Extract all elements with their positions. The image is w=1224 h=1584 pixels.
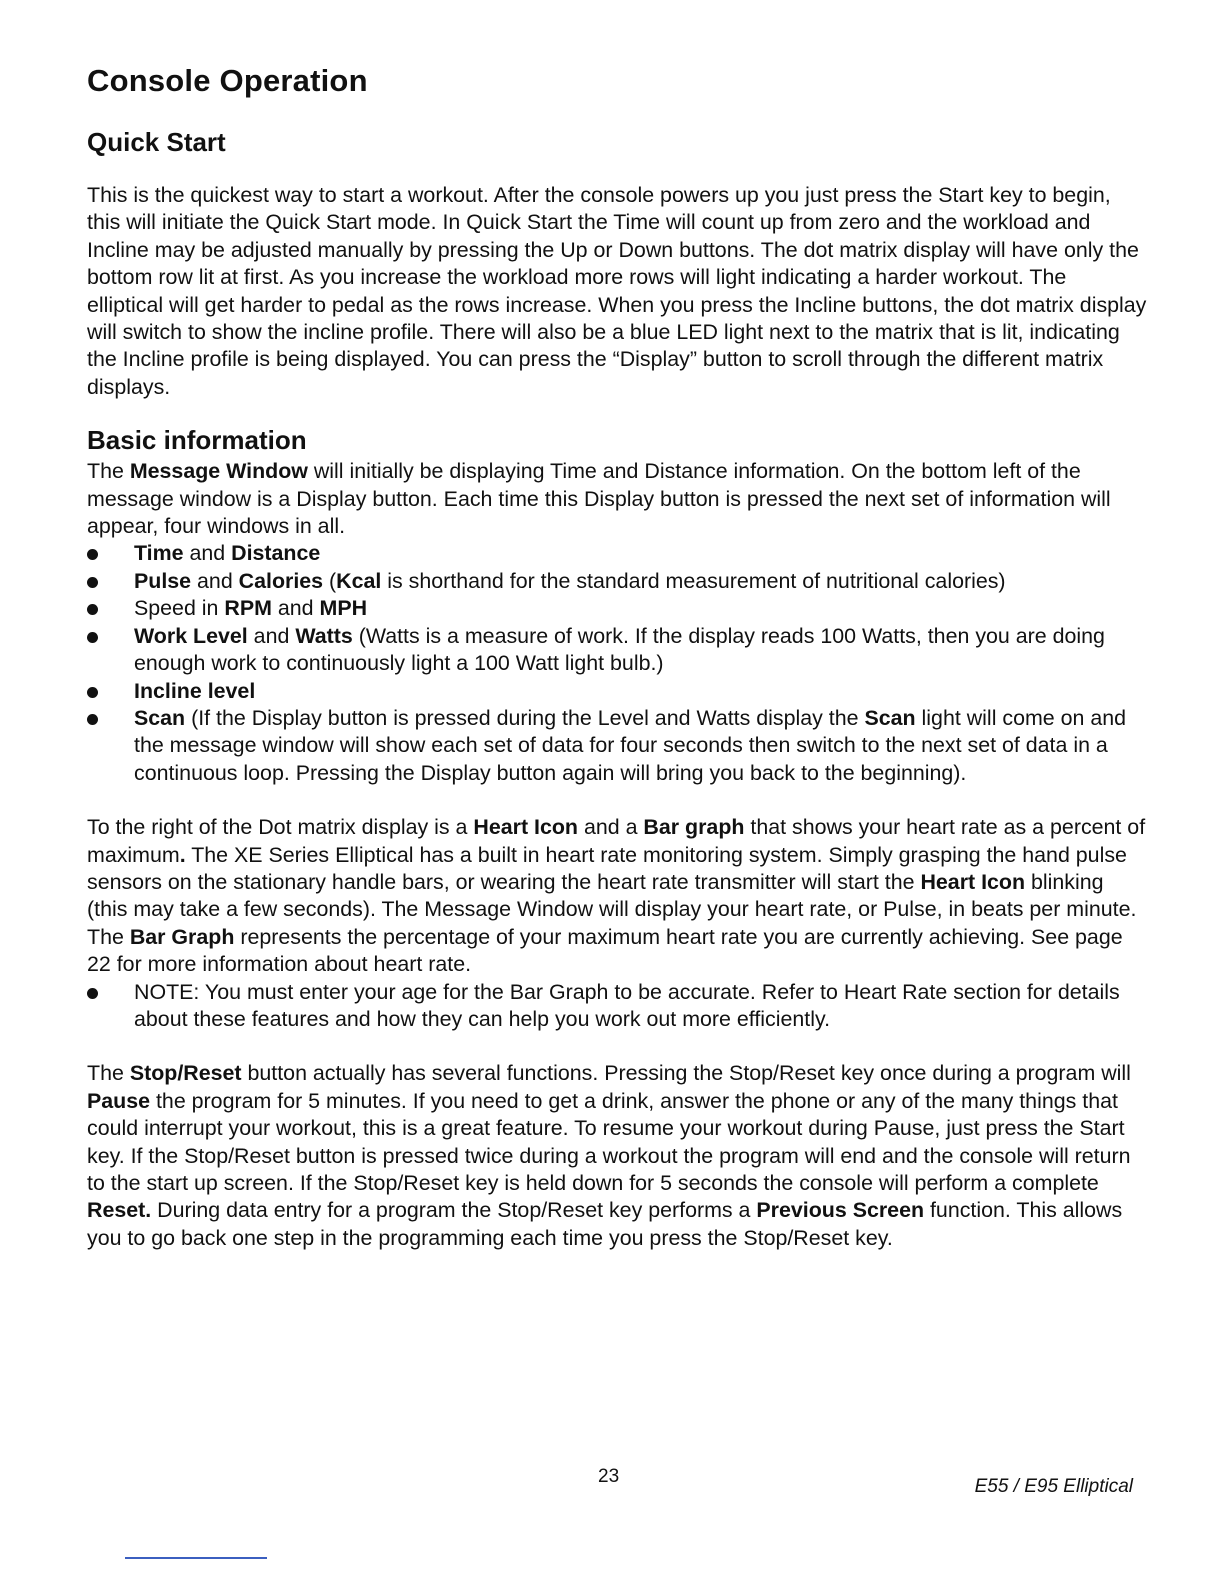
bullet-icon <box>87 687 98 698</box>
bullet-icon <box>87 549 98 560</box>
bullet-icon <box>87 988 98 999</box>
list-item-speed: Speed in RPM and MPH <box>87 595 1147 622</box>
bullet-icon <box>87 604 98 615</box>
basic-information-intro: The Message Window will initially be displaying Time and Distance information. On the bottom left of the message window is a Display button. Each time this Display button is pressed the next set of information will appear, four windows in all. <box>87 459 1111 539</box>
bullet-icon <box>87 577 98 588</box>
bullet-icon <box>87 714 98 725</box>
list-item-time-distance: Time and Distance <box>87 540 1147 567</box>
basic-information-heading: Basic information <box>87 425 307 456</box>
quick-start-paragraph: This is the quickest way to start a workout. After the console powers up you just press the Start key to begin, this will initiate the Quick Start mode. In Quick Start the Time will count up from zero and the workload and Incline may be adjusted manually by pressing the Up or Down buttons. The dot matrix display will have only the bottom row lit at first. As you increase the workload more rows will light indicating a harder workout. The elliptical will get harder to pedal as the rows increase. When you press the Incline buttons, the dot matrix display will switch to show the incline profile. There will also be a blue LED light next to the matrix that is lit, indicating the Incline profile is being displayed. You can press the “Display” button to scroll through the different matrix displays. <box>87 183 1147 399</box>
heart-rate-paragraph: To the right of the Dot matrix display is a Heart Icon and a Bar graph that shows your heart rate as a percent of maximum. The XE Series Elliptical has a built in heart rate monitoring system. Simply grasping the hand pulse sensors on the stationary handle bars, or wearing the heart rate transmitter will start the Heart Icon blinking (this may take a few seconds). The Message Window will display your heart rate, or Pulse, in beats per minute. The Bar Graph represents the percentage of your maximum heart rate you are currently achieving. See page 22 for more information about heart rate. <box>87 815 1146 977</box>
heart-rate-note-list <box>87 979 1147 1034</box>
footer-product-title: E55 / E95 Elliptical <box>974 1476 1133 1497</box>
bullet-icon <box>87 632 98 643</box>
stop-reset-paragraph: The Stop/Reset button actually has several functions. Pressing the Stop/Reset key once during a program will Pause the program for 5 minutes. If you need to get a drink, answer the phone or any of the many things that could interrupt your workout, this is a great feature. To resume your workout during Pause, just press the Start key. If the Stop/Reset button is pressed twice during a workout the program will end and the console will return to the start up screen. If the Stop/Reset key is held down for 5 seconds the console will perform a complete Reset. During data entry for a program the Stop/Reset key performs a Previous Screen function. This allows you to go back one step in the programming each time you press the Stop/Reset key. <box>87 1061 1131 1250</box>
page-title: Console Operation <box>87 63 368 98</box>
display-windows-list <box>87 540 1147 787</box>
list-item-pulse-calories: Pulse and Calories (Kcal is shorthand for the standard measurement of nutritional calories) <box>87 568 1147 595</box>
bottom-rule <box>125 1557 267 1559</box>
page-number: 23 <box>598 1466 620 1487</box>
list-item-incline-level: Incline level <box>87 678 1147 705</box>
quick-start-heading: Quick Start <box>87 127 226 157</box>
list-item-note: NOTE: You must enter your age for the Bar Graph to be accurate. Refer to Heart Rate section for details about these features and how they can help you work out more efficiently. <box>87 979 1147 1034</box>
document-page <box>87 58 1147 1252</box>
list-item-scan: Scan (If the Display button is pressed during the Level and Watts display the Scan light will come on and the message window will show each set of data for four seconds then switch to the next set of data in a continuous loop. Pressing the Display button again will bring you back to the beginning). <box>87 705 1147 787</box>
list-item-work-level-watts: Work Level and Watts (Watts is a measure of work. If the display reads 100 Watts, then you are doing enough work to continuously light a 100 Watt light bulb.) <box>87 623 1147 678</box>
